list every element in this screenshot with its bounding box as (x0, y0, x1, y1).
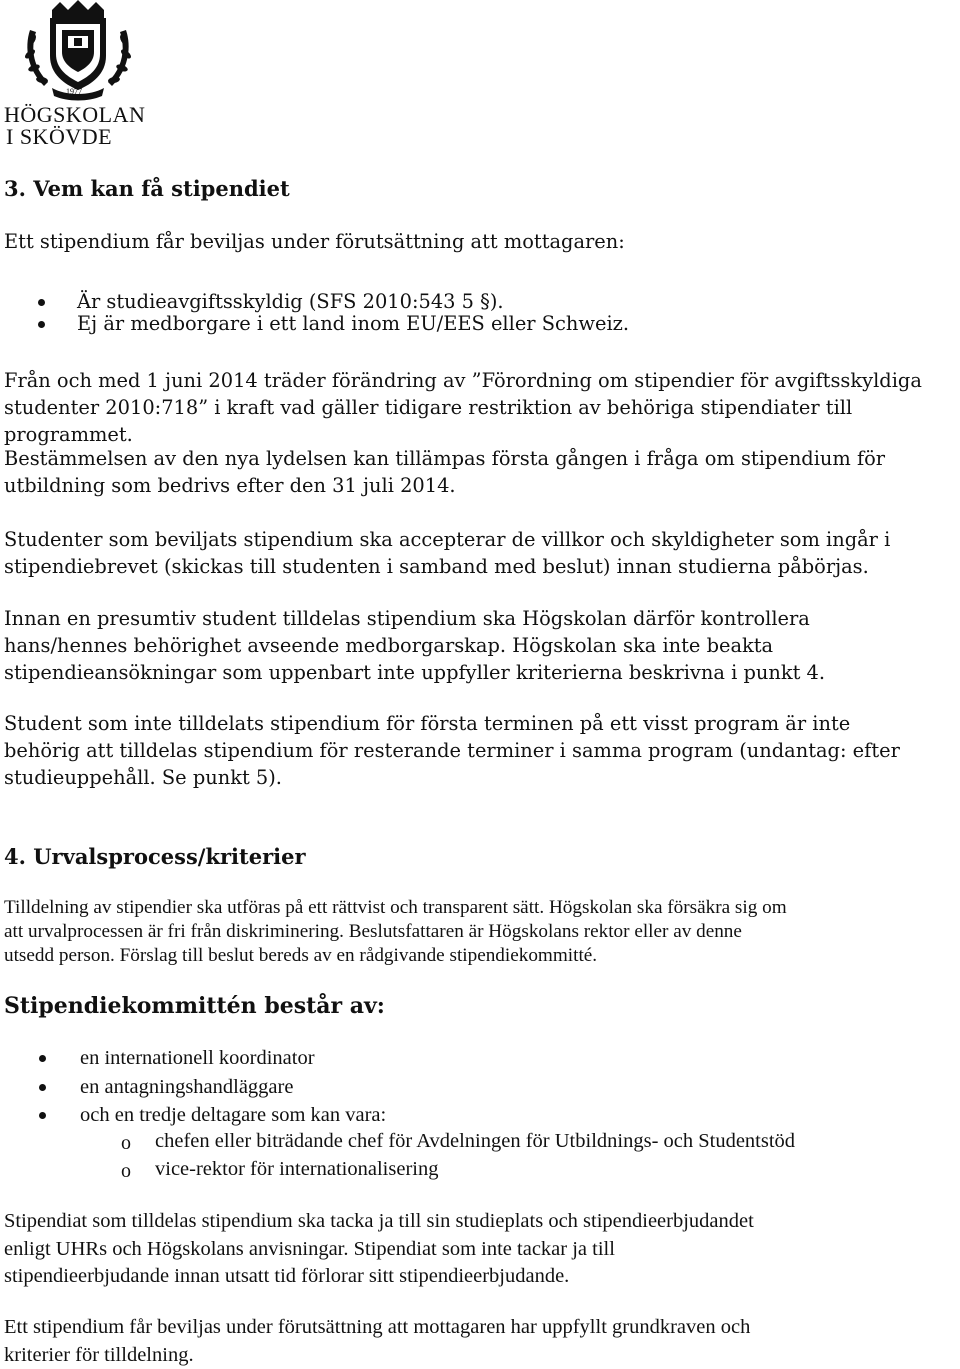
section-4-heading: 4. Urvalsprocess/kriterier (4, 844, 306, 869)
text-line: studenter 2010:718” i kraft vad gäller tidigare restriktion av behöriga stipendiater till (4, 396, 853, 419)
university-logo (4, 0, 156, 152)
text-line: att urvalprocessen är fri från diskriminering. Beslutsfattaren är Högskolans rektor eller av denne (4, 921, 742, 942)
text-line: kriterier för tilldelning. (4, 1344, 194, 1366)
text-line: Bestämmelsen av den nya lydelsen kan tillämpas första gången i fråga om stipendium för (4, 447, 886, 470)
section-3-intro: Ett stipendium får beviljas under förutsättning att mottagaren: (4, 230, 625, 253)
bullet-icon (39, 1055, 46, 1062)
list-item-text: en internationell koordinator (80, 1047, 315, 1069)
text-line: enligt UHRs och Högskolans anvisningar. Stipendiat som inte tackar ja till (4, 1238, 615, 1260)
text-line: stipendieansökningar som uppenbart inte uppfyller kriterierna beskrivna i punkt 4. (4, 661, 826, 684)
text-line: utbildning som bedrivs efter den 31 juli 2014. (4, 474, 456, 497)
text-line: Student som inte tilldelats stipendium för första terminen på ett visst program är inte (4, 712, 851, 735)
text-line: utsedd person. Förslag till beslut bereds av en rådgivande stipendiekommitté. (4, 945, 598, 966)
bullet-icon (38, 321, 45, 328)
list-item-text: Ej är medborgare i ett land inom EU/EES eller Schweiz. (77, 312, 630, 335)
logo-name-line2: I SKÖVDE (6, 124, 113, 149)
text-line: behörig att tilldelas stipendium för resterande terminer i samma program (undantag: efter (4, 739, 900, 762)
text-line: Ett stipendium får beviljas under förutsättning att mottagaren har uppfyllt grundkraven och (4, 1316, 751, 1338)
text-line: Stipendiat som tilldelas stipendium ska tacka ja till sin studieplats och stipendieerbjudandet (4, 1210, 754, 1232)
section-3-heading: 3. Vem kan få stipendiet (4, 176, 290, 201)
text-line: Tilldelning av stipendier ska utföras på ett rättvist och transparent sätt. Högskolan ska försäkra sig om (4, 897, 787, 918)
text-line: Från och med 1 juni 2014 träder förändring av ”Förordning om stipendier för avgiftsskyldiga (4, 369, 922, 392)
text-line: studieuppehåll. Se punkt 5). (4, 766, 282, 789)
list-item-text: en antagningshandläggare (80, 1076, 294, 1098)
list-item-text: Är studieavgiftsskyldig (SFS 2010:543 5 §). (77, 290, 504, 313)
logo-name-line1: HÖGSKOLAN (4, 102, 146, 127)
text-line: hans/hennes behörighet avseende medborgarskap. Högskolan ska inte beakta (4, 634, 774, 657)
sub-list-item-text: chefen eller biträdande chef för Avdelningen för Utbildnings- och Studentstöd (155, 1130, 796, 1152)
bullet-icon (39, 1112, 46, 1119)
sub-list-item-text: vice-rektor för internationalisering (155, 1158, 439, 1180)
text-line: stipendieerbjudande innan utsatt tid förlorar sitt stipendieerbjudande. (4, 1265, 570, 1287)
text-line: stipendiebrevet (skickas till studenten i samband med beslut) innan studierna påbörjas. (4, 555, 869, 578)
text-line: programmet. (4, 423, 133, 446)
text-line: Studenter som beviljats stipendium ska accepterar de villkor och skyldigheter som ingår i (4, 528, 891, 551)
committee-heading: Stipendiekommittén består av: (4, 993, 385, 1019)
text-line: Innan en presumtiv student tilldelas stipendium ska Högskolan därför kontrollera (4, 607, 810, 630)
logo-year: 1977 (66, 87, 82, 96)
sub-bullet-marker: o (121, 1132, 131, 1154)
sub-bullet-marker: o (121, 1160, 131, 1182)
bullet-icon (39, 1084, 46, 1091)
bullet-icon (38, 299, 45, 306)
list-item-text: och en tredje deltagare som kan vara: (80, 1104, 387, 1126)
